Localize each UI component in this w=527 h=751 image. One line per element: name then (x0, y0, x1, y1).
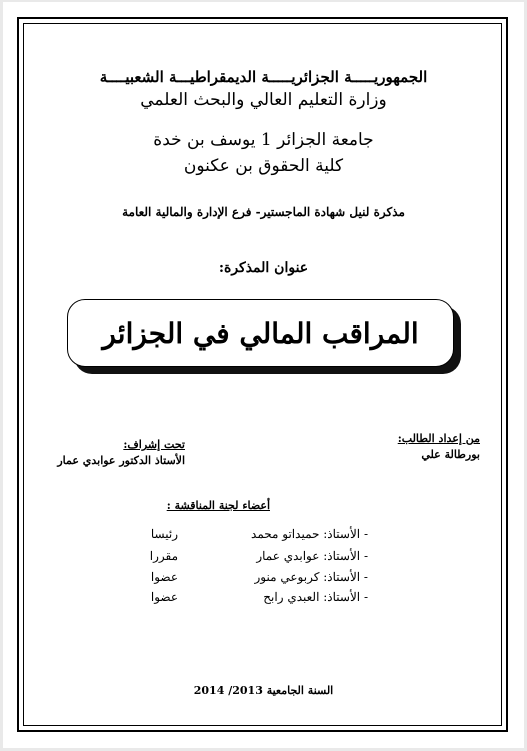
committee-member-name: - الأستاذ: كربوعي منور (254, 570, 368, 584)
document-page (3, 2, 524, 748)
committee-member-name: - الأستاذ: حميداتو محمد (251, 527, 368, 541)
thesis-title: المراقب المالي في الجزائر (102, 316, 419, 350)
supervisor-label: تحت إشراف: (123, 438, 185, 451)
ministry-name: وزارة التعليم العالي والبحث العلمي (140, 90, 387, 110)
student-name: بورطالة علي (421, 448, 480, 461)
supervisor-name: الأستاذ الدكتور عوابدي عمار (57, 454, 185, 467)
thesis-title-box (67, 299, 454, 367)
committee-member-role: رئيسا (150, 527, 178, 541)
student-label: من إعداد الطالب: (397, 432, 480, 445)
committee-member-role: مقررا (149, 549, 178, 563)
page-border-inner (23, 23, 502, 726)
committee-label: أعضاء لجنة المناقشة : (166, 499, 270, 512)
academic-year: السنة الجامعية 2013/ 2014 (193, 684, 334, 697)
republic-header: الجمهوريـــــة الجزائريـــــة الديمقراطيـــة الشعبيــــة (99, 68, 428, 86)
committee-member-role: عضوا (150, 590, 178, 604)
faculty-name: كلية الحقوق بن عكنون (183, 156, 344, 176)
thesis-degree-line: مذكرة لنيل شهادة الماجستير- فرع الإدارة والمالية العامة (122, 205, 405, 219)
committee-member-name: - الأستاذ: العبدي رابح (263, 590, 368, 604)
university-name: جامعة الجزائر 1 يوسف بن خدة (153, 130, 374, 150)
committee-member-name: - الأستاذ: عوابدي عمار (256, 549, 368, 563)
committee-member-role: عضوا (150, 570, 178, 584)
thesis-title-label: عنوان المذكرة: (218, 260, 309, 276)
